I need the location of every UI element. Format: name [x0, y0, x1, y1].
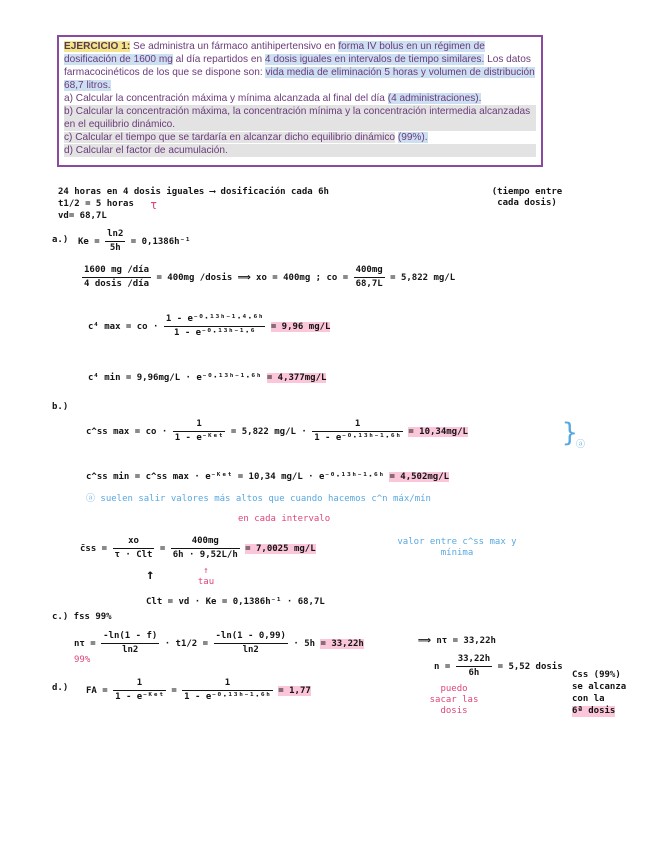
co-denominator: 68,7L: [355, 279, 383, 289]
nt-percent-annotation: 99%: [74, 655, 91, 665]
exercise-text-c: Los datos farmacocinéticos de los que se dispone son:: [64, 54, 531, 78]
fa-f1-numerator: 1: [113, 678, 166, 691]
part-c-label: c.) fss 99%: [52, 612, 112, 622]
nt-f1-numerator: -ln(1 - f): [101, 631, 159, 644]
exercise-text-a: Se administra un fármaco antihipertensivo en: [133, 41, 336, 52]
fa-f1-denominator: 1 - e⁻ᴷᵉᵗ: [115, 692, 164, 702]
n-equation: [434, 654, 563, 679]
exercise-text-b: al día repartidos en: [175, 54, 263, 65]
dose-equation: [82, 265, 455, 290]
nt-rhs: · 5h: [293, 639, 316, 649]
css-min-expression: c^ss min = c^ss max · e⁻ᴷᵉᵗ = 10,34 mg/L · e⁻⁰·¹³ʰ⁻¹·⁶ʰ: [86, 472, 385, 482]
cmax-lhs: c⁴ max = co ·: [88, 322, 159, 332]
conclusion-line-2: se alcanza: [572, 682, 627, 692]
css-max-lhs: c^ss max = co ·: [86, 427, 168, 437]
css-mean-f1-denominator: τ · Clt: [114, 550, 153, 560]
up-arrow-icon: ↑: [146, 567, 155, 583]
n-lhs: n =: [434, 662, 451, 672]
part-a-label: a.): [52, 235, 69, 245]
fa-f2-numerator: 1: [182, 678, 273, 691]
co-fraction: [354, 265, 385, 290]
nt-f2-numerator: -ln(1 - 0,99): [214, 631, 288, 644]
exercise-statement-box: [57, 35, 543, 167]
exercise-highlight-regimen: forma IV bolus en un régimen de dosificación de 1600 mg: [64, 41, 485, 65]
ke-numerator: ln2: [105, 229, 125, 242]
css-max-f2-denominator: 1 - e⁻⁰·¹³ʰ⁻¹·⁶ʰ: [314, 433, 401, 443]
css-max-fraction-1: [173, 419, 226, 444]
question-d: d) Calcular el factor de acumulación.: [64, 144, 536, 157]
css-max-middle: = 5,822 mg/L ·: [230, 427, 307, 437]
fa-lhs: FA =: [86, 686, 108, 696]
fa-equation: FA = $\frac{1}{\text{1 - e⁻ᴷᵉᵗ}}$ = $\frac{1}{\text{1 - e⁻⁰·¹³ʰ⁻¹·⁶ʰ}}$ = 1,77: [86, 678, 311, 702]
side-note-mark: ⓐ: [576, 440, 586, 450]
css-min-result: = 4,502mg/L: [389, 472, 450, 482]
cmax-denominator: 1 - e⁻⁰·¹³ʰ⁻¹·⁶: [174, 328, 256, 338]
exercise-label: EJERCICIO 1:: [64, 41, 131, 52]
n-numerator: 33,22h: [456, 654, 493, 667]
cmin-equation: [88, 373, 326, 384]
question-c-text: c) Calcular el tiempo que se tardaría en alcanzar dicho equilibrio dinámico: [64, 132, 396, 143]
fa-fraction-2: [182, 678, 273, 703]
question-b: b) Calcular la concentración máxima, la concentración mínima y la concentración intermedia alcanzadas en el equilibrio dinámico.: [64, 105, 536, 131]
cmin-result: = 4,377mg/L: [266, 373, 327, 383]
ke-lhs: Ke =: [78, 237, 100, 247]
fa-f2-denominator: 1 - e⁻⁰·¹³ʰ⁻¹·⁶ʰ: [184, 692, 271, 702]
tau-annotation: ↑ tau: [197, 566, 215, 587]
nt-arrow-result: ⟹ nτ = 33,22h: [418, 636, 496, 646]
note-interval-explanation: (tiempo entre cada dosis): [491, 187, 563, 208]
ke-denominator: 5h: [109, 243, 121, 253]
css-max-result: = 10,34mg/L: [408, 427, 468, 437]
co-numerator: 400mg: [354, 265, 385, 278]
css-mean-result: = 7,0025 mg/L: [245, 544, 316, 554]
dose-result: = 400mg /dosis ⟹ xo = 400mg ; co =: [156, 273, 349, 283]
css-mean-equation: c̄ss = $\frac{xo}{\text{τ · Clt}}$ = $\frac{400mg}{6h \cdot 9,52L/h}$ = 7,0025 mg/L: [80, 536, 316, 560]
note-tau-mark: τ: [150, 198, 158, 212]
conclusion-line-4: 6ª dosis: [572, 706, 616, 716]
fa-result: = 1,77: [278, 686, 311, 696]
n-denominator: 6h: [468, 668, 480, 678]
ke-equation: [78, 229, 190, 254]
note-half-life: t1/2 = 5 horas: [58, 199, 134, 209]
css-max-f1-denominator: 1 - e⁻ᴷᵉᵗ: [174, 433, 224, 443]
nt-result: = 33,22h: [320, 639, 364, 649]
cmax-numerator: 1 - e⁻⁰·¹³ʰ⁻¹·⁴·⁶ʰ: [164, 314, 266, 327]
exercise-intro: [64, 40, 536, 92]
brace-mark: }: [562, 418, 578, 448]
cmin-expression: c⁴ min = 9,96mg/L · e⁻⁰·¹³ʰ⁻¹·⁶ʰ: [88, 373, 262, 383]
conclusion-line-3: con la: [572, 694, 605, 704]
ke-result: = 0,1386h⁻¹: [130, 237, 191, 247]
cmax-fraction: [164, 314, 266, 339]
part-d-label: d.): [52, 683, 69, 693]
n-result: = 5,52 dosis: [497, 662, 563, 672]
note-volume: vd= 68,7L: [58, 211, 107, 221]
question-a-text: a) Calcular la concentración máxima y mínima alcanzada al final del día: [64, 93, 385, 104]
note-dosing-interval: 24 horas en 4 dosis iguales ⟶ dosificación cada 6h: [58, 187, 329, 197]
nt-middle: · t1/2 =: [164, 639, 209, 649]
nt-f2-denominator: ln2: [242, 645, 259, 655]
clt-equation: Clt = vd · Ke = 0,1386h⁻¹ · 68,7L: [146, 597, 325, 607]
question-a: [64, 92, 536, 105]
co-result: = 5,822 mg/L: [390, 273, 456, 283]
cmax-result: = 9,96 mg/L: [270, 322, 331, 332]
part-b-label: b.): [52, 402, 69, 412]
nt-f1-denominator: ln2: [122, 645, 139, 655]
css-max-equation: [86, 419, 468, 444]
ke-fraction: [105, 229, 125, 254]
question-c: [64, 131, 536, 144]
css-mean-fraction-2: [171, 536, 240, 561]
css-mean-annotation: valor entre c^ss max y mínima: [397, 537, 517, 558]
dose-fraction: [82, 265, 151, 290]
css-max-f1-numerator: 1: [173, 419, 226, 432]
dose-numerator: 1600 mg /día: [82, 265, 151, 278]
blue-annotation: ⓐ suelen salir valores más altos que cuando hacemos c^n máx/mín: [86, 494, 431, 504]
css-max-f2-numerator: 1: [312, 419, 403, 432]
exercise-highlight-datos: vida media de eliminación 5 horas y volumen de distribución 68,7 litros.: [64, 67, 535, 91]
cmax-equation: [88, 314, 330, 339]
nt-fraction-1: [101, 631, 159, 656]
css-mean-lhs: c̄ss =: [80, 544, 108, 554]
css-mean-f2-denominator: 6h · 9,52L/h: [172, 550, 238, 560]
conclusion-line-1: Css (99%): [572, 670, 621, 680]
nt-equation: [74, 631, 364, 656]
css-mean-f1-numerator: xo: [113, 536, 155, 549]
css-mean-f2-numerator: 400mg: [171, 536, 240, 549]
exercise-highlight-dosis: 4 dosis iguales en intervalos de tiempo similares.: [264, 54, 485, 65]
interval-annotation: en cada intervalo: [238, 514, 331, 524]
dosis-annotation: puedo sacar las dosis: [429, 684, 479, 716]
css-min-equation: [86, 472, 449, 483]
css-mean-fraction-1: [113, 536, 155, 561]
question-a-highlight: (4 administraciones).: [387, 93, 482, 104]
nt-lhs: nτ =: [74, 639, 96, 649]
nt-fraction-2: [214, 631, 288, 656]
dose-denominator: 4 dosis /día: [84, 279, 150, 289]
css-max-fraction-2: [312, 419, 403, 444]
fa-fraction-1: [113, 678, 166, 703]
n-fraction: [456, 654, 493, 679]
question-c-highlight: (99%).: [397, 132, 428, 143]
